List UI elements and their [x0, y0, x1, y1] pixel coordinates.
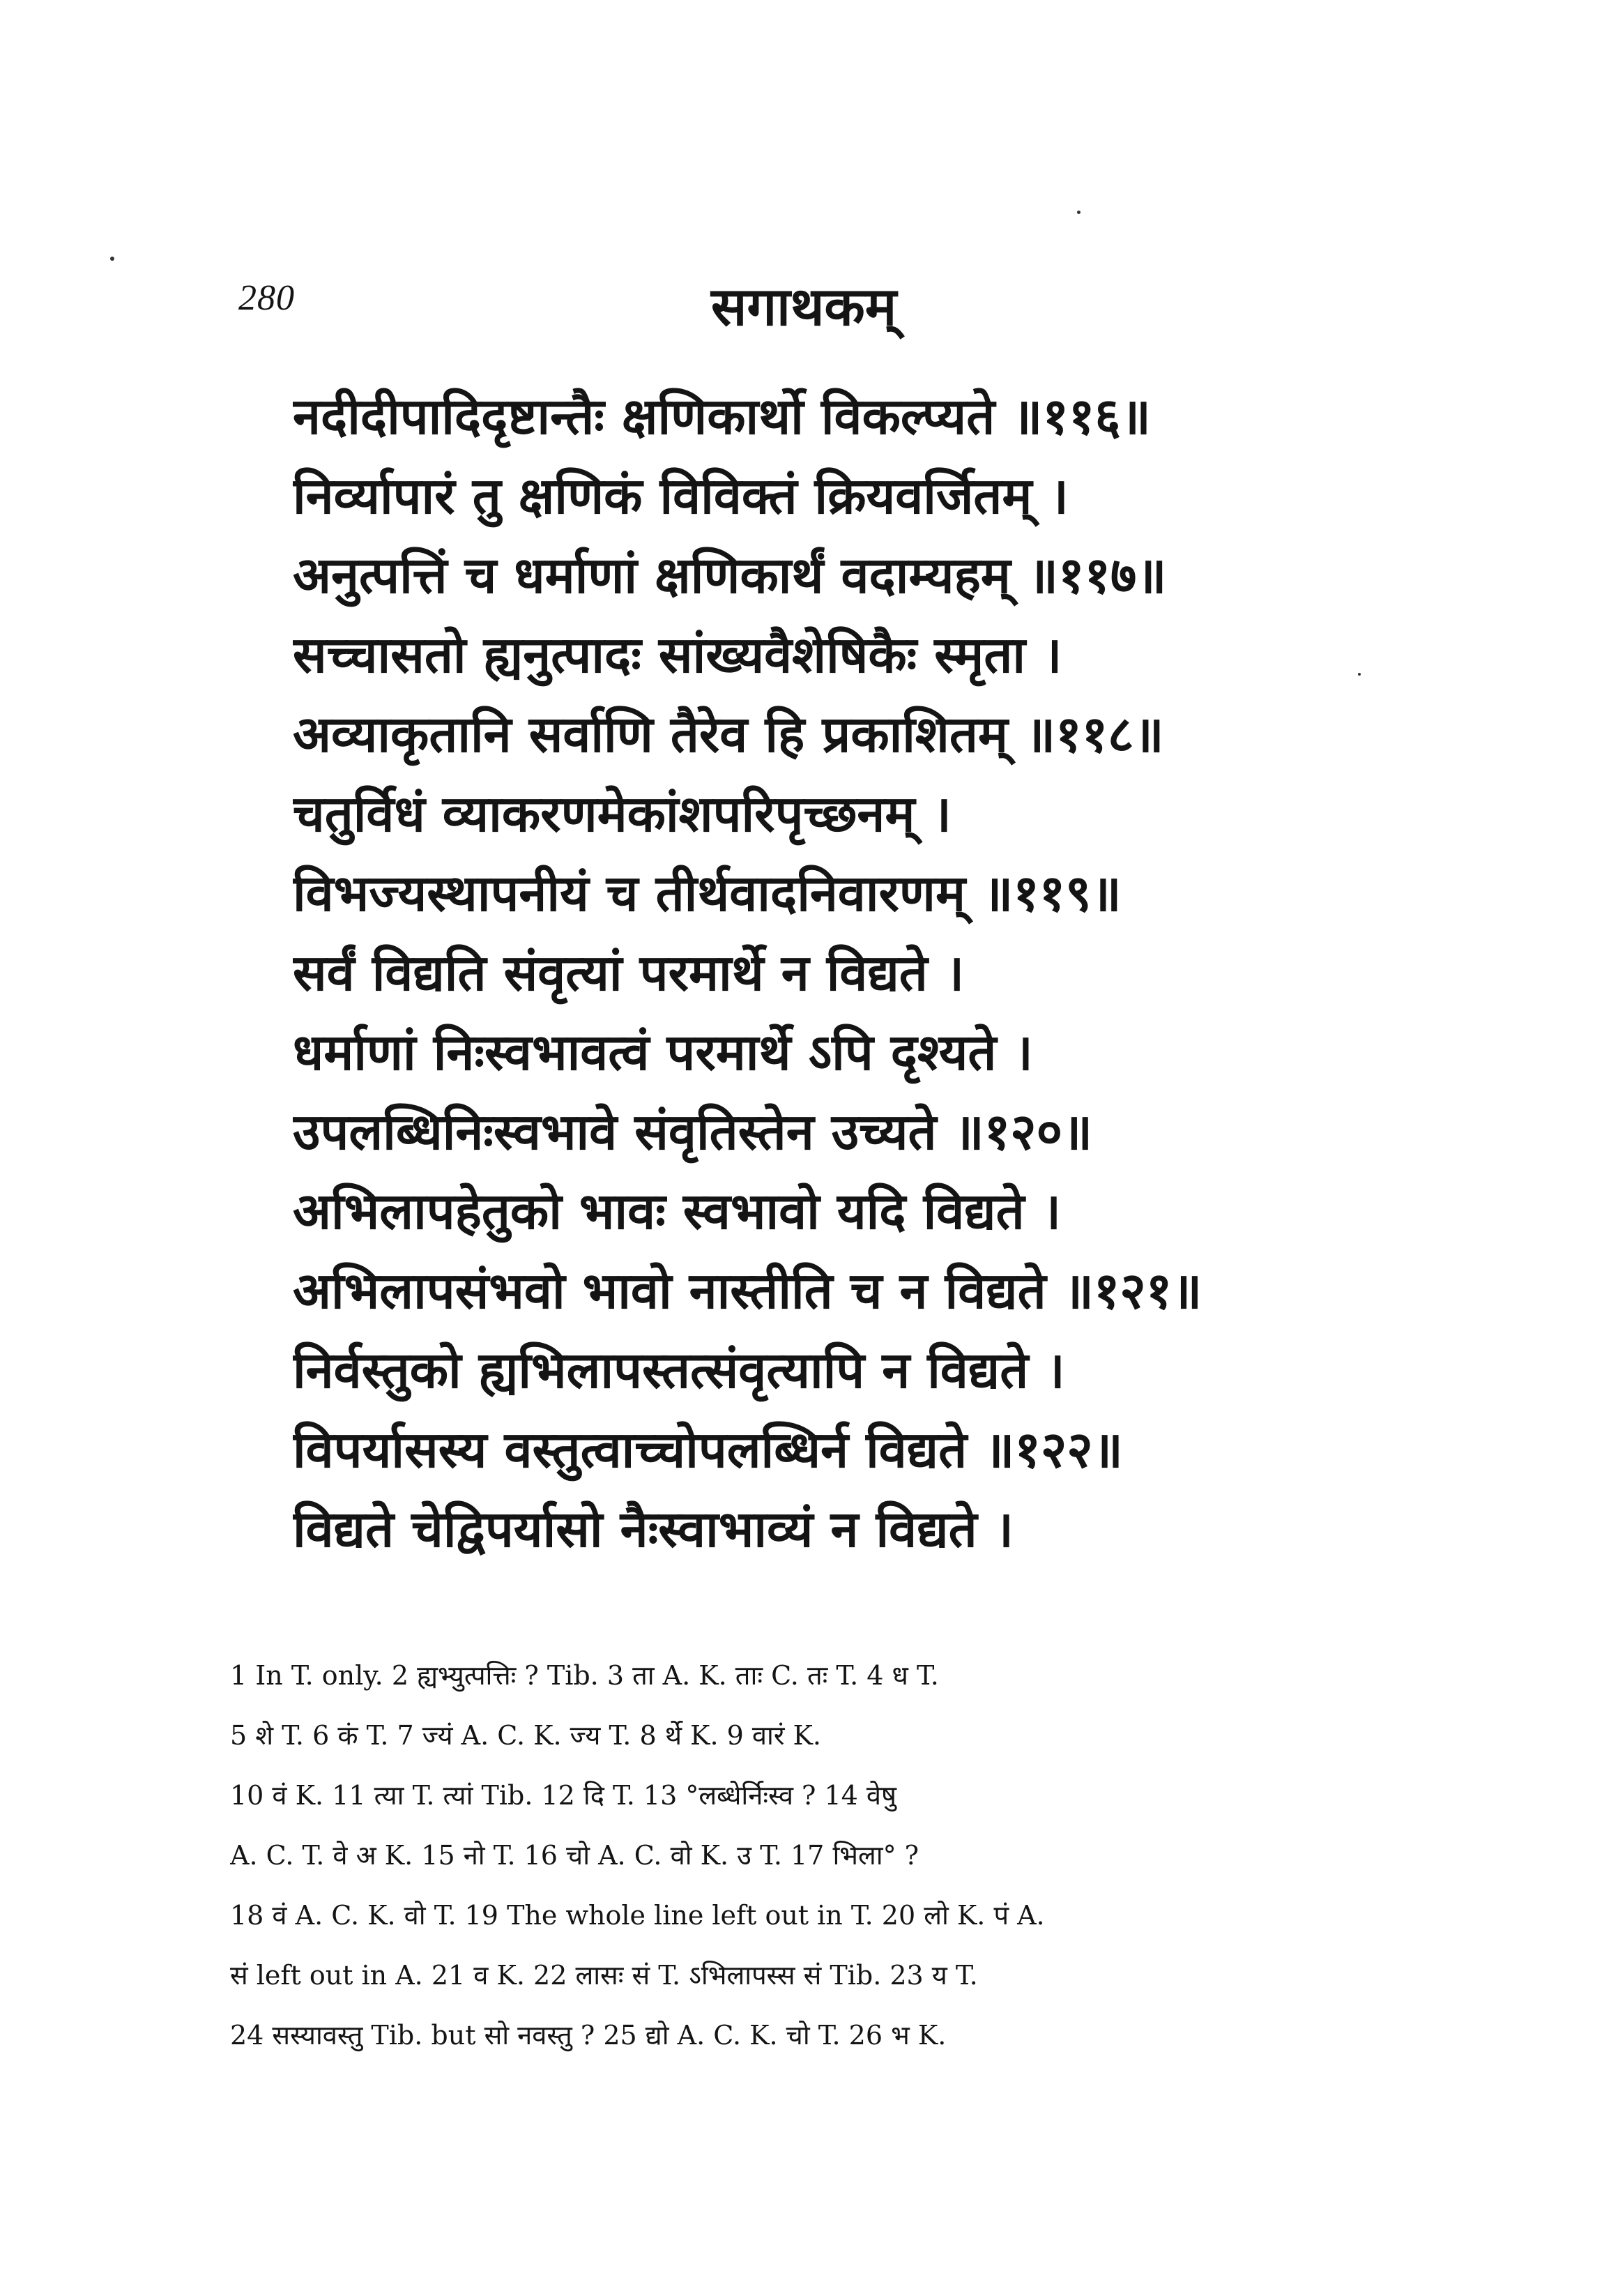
verse-line: उपलब्धिनिःस्वभावे संवृतिस्तेन उच्यते ॥१२०॥	[293, 1102, 1093, 1161]
verse-line: चतुर्विधं व्याकरणमेकांशपरिपृच्छनम् ।	[293, 784, 952, 843]
footnote-line: सं left out in A. 21 व K. 22 लासः सं T. ऽभिलापस्स सं Tib. 23 य T.	[230, 1960, 978, 1991]
page-number: 280	[238, 278, 295, 318]
verse-line: अव्याकृतानि सर्वाणि तैरेव हि प्रकाशितम् ॥११८॥	[293, 704, 1164, 763]
scan-speck	[1358, 673, 1361, 676]
verse-line: निर्व्यापारं तु क्षणिकं विविक्तं क्रियवर्जितम् ।	[293, 466, 1069, 525]
footnote-line: 24 सस्यावस्तु Tib. but सो नवस्तु ? 25 द्यो A. C. K. चो T. 26 भ K.	[230, 2020, 947, 2051]
verse-line: निर्वस्तुको ह्यभिलापस्तत्संवृत्यापि न विद्यते ।	[293, 1340, 1065, 1399]
verse-line: धर्माणां निःस्वभावत्वं परमार्थे ऽपि दृश्यते ।	[293, 1022, 1033, 1081]
scan-speck	[110, 257, 114, 261]
footnote-line: A. C. T. वे अ K. 15 नो T. 16 चो A. C. वो K. उ T. 17 भिला° ?	[230, 1840, 919, 1871]
running-head: सगाथकम्	[711, 275, 897, 337]
verse-line: अभिलापहेतुको भावः स्वभावो यदि विद्यते ।	[293, 1181, 1062, 1240]
verse-line: विभज्यस्थापनीयं च तीर्थवादनिवारणम् ॥११९॥	[293, 863, 1122, 922]
verse-line: सर्वं विद्यति संवृत्यां परमार्थे न विद्यते ।	[293, 943, 965, 1002]
footnotes	[230, 1645, 1387, 2065]
verse-line: विद्यते चेद्विपर्यासो नैःस्वाभाव्यं न विद्यते ।	[293, 1499, 1014, 1558]
verse-line: अभिलापसंभवो भावो नास्तीति च न विद्यते ॥१२१॥	[293, 1261, 1202, 1320]
verse-line: सच्चासतो ह्यनुत्पादः सांख्यवैशेषिकैः स्मृता ।	[293, 625, 1062, 684]
verse-block	[293, 377, 1478, 1569]
footnote-line: 1 In T. only. 2 ह्यभ्युत्पत्तिः ? Tib. 3 ता A. K. ताः C. तः T. 4 ध T.	[230, 1660, 939, 1691]
verse-line: नदीदीपादिदृष्टान्तैः क्षणिकार्थो विकल्प्यते ॥११६॥	[293, 386, 1151, 446]
verse-line: अनुत्पत्तिं च धर्माणां क्षणिकार्थं वदाम्यहम् ॥११७॥	[293, 545, 1167, 605]
verse-line: विपर्यासस्य वस्तुत्वाच्चोपलब्धिर्न विद्यते ॥१२२॥	[293, 1420, 1123, 1479]
scan-speck	[1077, 211, 1081, 214]
footnote-line: 10 वं K. 11 त्या T. त्यां Tib. 12 दि T. 13 °लब्धेर्निःस्व ? 14 वेषु	[230, 1780, 897, 1811]
footnote-line: 18 वं A. C. K. वो T. 19 The whole line left out in T. 20 लो K. पं A.	[230, 1900, 1045, 1931]
footnote-line: 5 शे T. 6 कं T. 7 ज्यं A. C. K. ज्य T. 8 र्थे K. 9 वारं K.	[230, 1720, 821, 1751]
